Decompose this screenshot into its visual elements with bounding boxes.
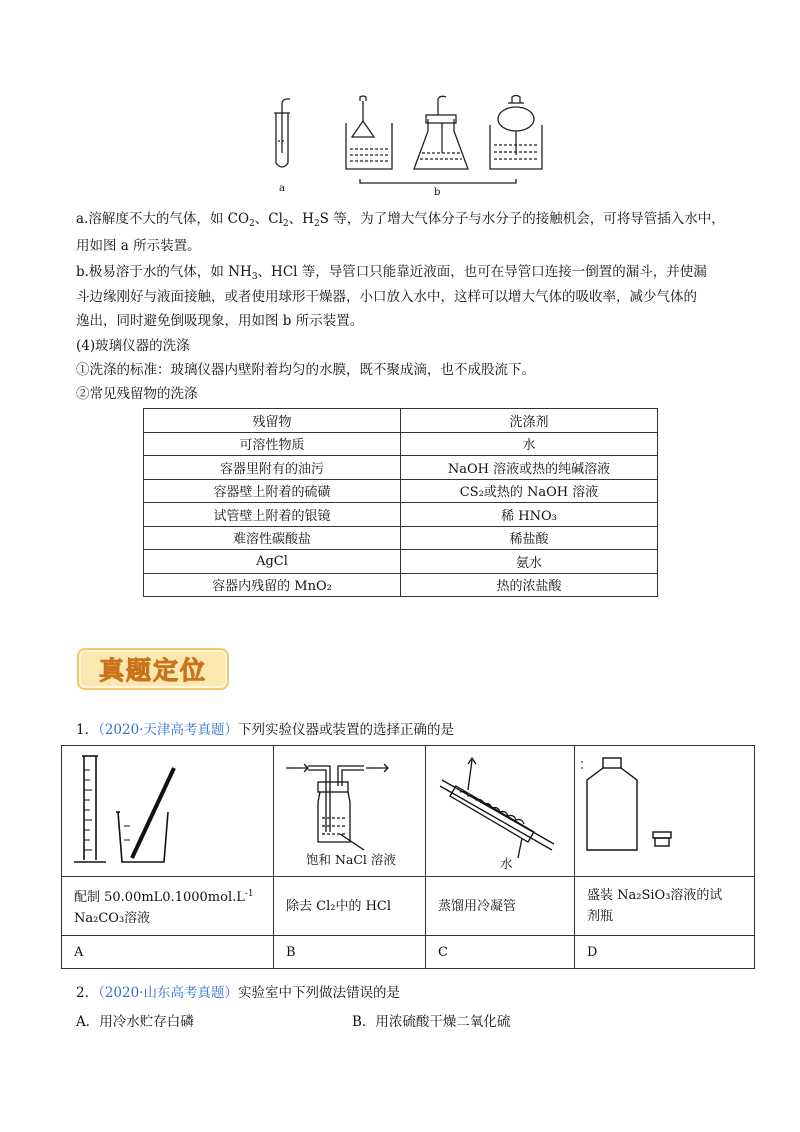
para-a-line2: 用如图 a 所示装置。 [76,238,201,254]
question-2-option-a[interactable]: A．用冷水贮存白磷 [76,1014,194,1030]
table-cell: 可溶性物质 [144,432,401,456]
graduated-cylinder-beaker-drawing [62,746,273,876]
section4-item2: ②常见残留物的洗涤 [76,386,198,402]
section4-heading: (4)玻璃仪器的洗涤 [76,338,190,354]
figure-c-label: 水 [500,856,513,871]
section-badge [77,648,229,690]
apparatus-drawing [260,95,550,200]
table-row [144,526,658,550]
question-text: 下列实验仪器或装置的选择正确的是 [238,722,454,738]
question-1-stem [76,720,454,740]
option-d-figure [575,746,755,877]
option-letters-row [62,936,755,969]
question-number: 1． [76,722,99,738]
table-cell: 容器内残留的 MnO₂ [144,573,401,597]
option-letter-c[interactable]: C [426,936,575,969]
table-cell: 容器里附有的油污 [144,456,401,480]
table-row [144,550,658,574]
table-row [144,479,658,503]
option-letter-b[interactable]: B [274,936,426,969]
figure-label-b: b [434,187,441,198]
table-row [144,573,658,597]
option-c-caption: 蒸馏用冷凝管 [426,877,575,936]
table-cell: AgCl [144,550,401,574]
option-c-figure [426,746,575,877]
section4-item1: ①洗涤的标准：玻璃仪器内壁附着均匀的水膜，既不聚成滴，也不成股流下。 [76,362,535,378]
para-b-line2: 斗边缘刚好与液面接触，或者使用球形干燥器，小口放入水中，这样可以增大气体的吸收率，减少气体的 [76,289,697,305]
para-a-line1: a.溶解度不大的气体，如 $CO_2$、$Cl_2$、$H_2S$ 等，为了增大气体分子与水分子的接触机会，可将导管插入水中， [76,211,725,229]
question-number: 2． [76,985,99,1001]
reagent-bottle-drawing [575,746,754,876]
option-captions-row [62,877,755,936]
table-cell: 容器壁上附着的硫磺 [144,479,401,503]
table-row [144,456,658,480]
question-1-options-table [61,745,755,969]
table-header-row [144,409,658,433]
figure-b-label: 饱和 NaCl 溶液 [306,852,396,867]
table-cell: 难溶性碳酸盐 [144,526,401,550]
table-cell: 热的浓盐酸 [401,573,658,597]
table-cell: 稀盐酸 [401,526,658,550]
table-cell: NaOH 溶液或热的纯碱溶液 [401,456,658,480]
option-a-figure [62,746,274,877]
question-text: 实验室中下列做法错误的是 [238,985,400,1001]
question-source: （2020·天津高考真题） [98,722,238,738]
table-cell: 稀 HNO₃ [401,503,658,527]
option-letter-a[interactable]: A [62,936,274,969]
option-figures-row [62,746,755,877]
option-b-caption: 除去 Cl₂中的 HCl [274,877,426,936]
option-d-caption: 盛装 Na₂SiO₃溶液的试 剂瓶 [575,877,755,936]
para-b-line1: b.极易溶于水的气体，如 $NH_3$、HCl 等，导管口只能靠近液面，也可在导管口连接一倒置的漏斗，并使漏 [76,264,707,282]
apparatus-figure-ab [260,95,550,200]
table-row [144,432,658,456]
para-b-line3: 逸出，同时避免倒吸现象，用如图 b 所示装置。 [76,313,364,329]
table-header: 残留物 [144,409,401,433]
table-cell: 氨水 [401,550,658,574]
option-letter-d[interactable]: D [575,936,755,969]
table-cell: CS₂或热的 NaOH 溶液 [401,479,658,503]
table-cell: 水 [401,432,658,456]
section-badge-text: 真题定位 [98,656,207,685]
table-row [144,503,658,527]
question-source: （2020·山东高考真题） [98,985,238,1001]
question-2-option-b[interactable]: B．用浓硫酸干燥二氧化硫 [352,1014,511,1030]
option-a-caption: 配制 $50.00mL0.1000mol.L^{-1}$ Na₂CO₃溶液 [62,877,274,936]
figure-label-a: a [279,183,285,194]
table-cell: 试管壁上附着的银镜 [144,503,401,527]
option-b-figure [274,746,426,877]
residue-table [143,408,658,597]
question-2-stem [76,983,400,1003]
table-header: 洗涤剂 [401,409,658,433]
